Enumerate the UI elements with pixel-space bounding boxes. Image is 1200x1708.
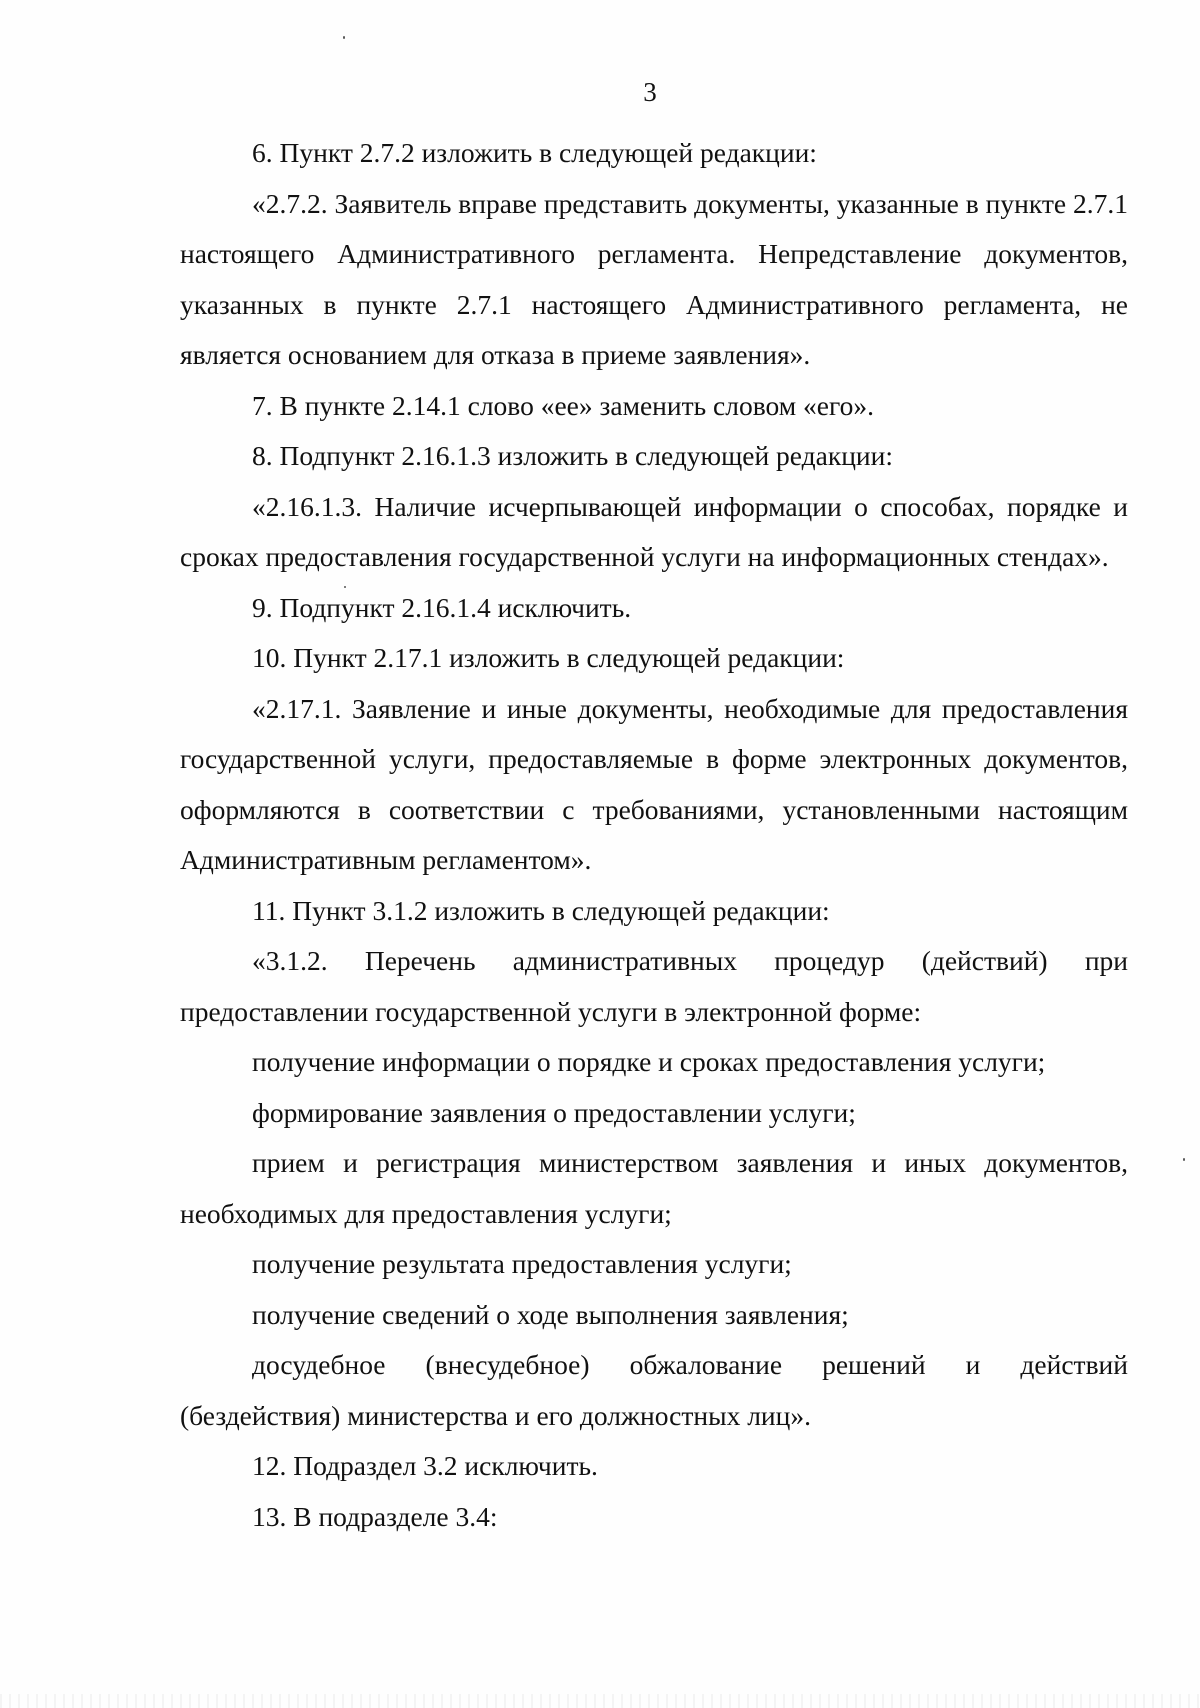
paragraph: «2.16.1.3. Наличие исчерпывающей информации о способах, порядке и сроках предоставления государственной услуги на информационных стендах». — [180, 490, 1128, 572]
scan-edge-artifact — [0, 1694, 1200, 1708]
page-number: 3 — [643, 77, 657, 107]
paragraph: 10. Пункт 2.17.1 изложить в следующей редакции: — [252, 642, 845, 673]
paragraph: 11. Пункт 3.1.2 изложить в следующей редакции: — [252, 894, 830, 926]
list-item: получение результата предоставления услуги; — [252, 1248, 792, 1279]
paragraph: 9. Подпункт 2.16.1.4 исключить. — [252, 591, 632, 623]
document-body — [180, 128, 1128, 1542]
list-item: формирование заявления о предоставлении услуги; — [252, 1096, 856, 1128]
list-item: досудебное (внесудебное) обжалование решений и действий (бездействия) министерства и его должностных лиц». — [180, 1349, 1128, 1431]
scan-speck — [343, 36, 345, 39]
paragraph: 12. Подраздел 3.2 исключить. — [252, 1450, 598, 1481]
paragraph: 6. Пункт 2.7.2 изложить в следующей редакции: — [252, 137, 817, 168]
paragraph: «3.1.2. Перечень административных процедур (действий) при предоставлении государственной услуги в электронной форме: — [180, 945, 1128, 1027]
paragraph: 7. В пункте 2.14.1 слово «ее» заменить словом «его». — [252, 389, 874, 421]
list-item: получение сведений о ходе выполнения заявления; — [252, 1298, 849, 1330]
list-item: получение информации о порядке и сроках предоставления услуги; — [252, 1046, 1046, 1077]
paragraph: 13. В подразделе 3.4: — [252, 1500, 498, 1532]
paragraph: 8. Подпункт 2.16.1.3 изложить в следующей редакции: — [252, 440, 893, 471]
list-item: прием и регистрация министерством заявления и иных документов, необходимых для предоставления услуги; — [180, 1147, 1128, 1229]
scan-speck — [1183, 1158, 1185, 1161]
paragraph: «2.7.2. Заявитель вправе представить документы, указанные в пункте 2.7.1 настоящего Административного регламента. Непредставление документов, указанных в пункте 2.7.1 настоящего Административного регламента, не является основанием для отказа в приеме заявления». — [180, 187, 1128, 370]
paragraph: «2.17.1. Заявление и иные документы, необходимые для предоставления государственной услуги, предоставляемые в форме электронных документов, оформляются в соответствии с требованиями, установленными настоящим Административным регламентом». — [180, 692, 1128, 875]
